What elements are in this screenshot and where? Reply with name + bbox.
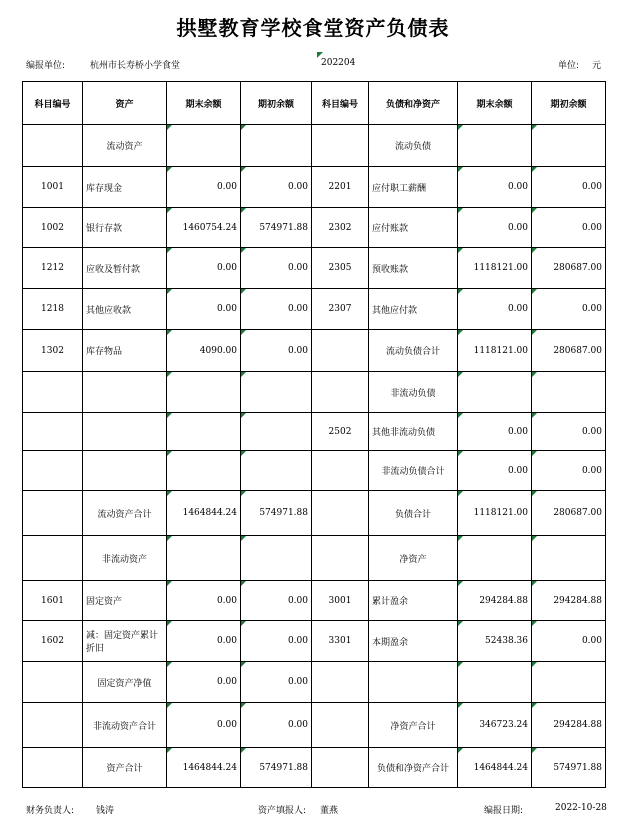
asset-begin-cell: 0.00 <box>241 167 312 208</box>
cell-flag-icon <box>532 289 537 294</box>
currency-label: 单位: <box>558 61 580 71</box>
cell-flag-icon <box>458 703 463 708</box>
cell-flag-icon <box>532 451 537 456</box>
asset-name-cell <box>83 451 167 491</box>
cell-flag-icon <box>458 748 463 753</box>
asset-begin-cell <box>241 125 312 167</box>
liab-end-cell: 0.00 <box>458 208 532 248</box>
asset-begin-cell: 0.00 <box>241 703 312 748</box>
cell-flag-icon <box>241 413 246 418</box>
cell-flag-icon <box>241 748 246 753</box>
asset-code-cell <box>23 703 83 748</box>
cell-flag-icon <box>532 748 537 753</box>
asset-code-cell <box>23 662 83 703</box>
cell-flag-icon <box>532 248 537 253</box>
asset-end-cell: 4090.00 <box>167 330 241 372</box>
asset-begin-cell: 0.00 <box>241 248 312 289</box>
liab-code-cell <box>312 372 369 413</box>
asset-begin-cell: 574971.88 <box>241 491 312 536</box>
asset-name-cell: 减：固定资产累计折旧 <box>83 621 167 662</box>
cell-flag-icon <box>167 621 172 626</box>
asset-name-cell: 非流动资产 <box>83 536 167 581</box>
date-value: 2022-10-28 <box>555 803 607 813</box>
cell-flag-icon <box>167 662 172 667</box>
header-asset-begin: 期初余额 <box>241 82 312 125</box>
cell-flag-icon <box>167 167 172 172</box>
header-asset-end: 期末余额 <box>167 82 241 125</box>
cell-flag-icon <box>458 451 463 456</box>
header-row <box>23 82 606 125</box>
cell-flag-icon <box>241 703 246 708</box>
cell-flag-icon <box>167 330 172 335</box>
asset-code-cell: 1002 <box>23 208 83 248</box>
date-label: 编报日期: <box>484 806 524 816</box>
asset-name-cell <box>83 372 167 413</box>
table-row <box>23 703 606 748</box>
liab-begin-cell: 0.00 <box>532 413 606 451</box>
liab-code-cell <box>312 451 369 491</box>
finance-value: 钱涛 <box>96 806 115 816</box>
table-row <box>23 167 606 208</box>
asset-code-cell: 1602 <box>23 621 83 662</box>
cell-flag-icon <box>241 662 246 667</box>
asset-end-cell: 0.00 <box>167 248 241 289</box>
cell-flag-icon <box>167 581 172 586</box>
liab-begin-cell: 0.00 <box>532 621 606 662</box>
header-liab-begin: 期初余额 <box>532 82 606 125</box>
liab-code-cell: 2302 <box>312 208 369 248</box>
asset-end-cell <box>167 451 241 491</box>
asset-code-cell: 1601 <box>23 581 83 621</box>
liab-begin-cell <box>532 536 606 581</box>
liab-begin-cell: 294284.88 <box>532 581 606 621</box>
table-row <box>23 491 606 536</box>
cell-flag-icon <box>532 413 537 418</box>
liab-end-cell: 0.00 <box>458 413 532 451</box>
asset-begin-cell: 574971.88 <box>241 208 312 248</box>
cell-flag-icon <box>167 703 172 708</box>
liab-end-cell <box>458 372 532 413</box>
asset-end-cell: 0.00 <box>167 581 241 621</box>
liab-end-cell <box>458 536 532 581</box>
balance-sheet-table <box>22 81 606 788</box>
cell-flag-icon <box>241 621 246 626</box>
header-liab: 负债和净资产 <box>369 82 458 125</box>
cell-flag-icon <box>458 413 463 418</box>
asset-end-cell: 0.00 <box>167 167 241 208</box>
asset-code-cell <box>23 125 83 167</box>
asset-name-cell: 非流动资产合计 <box>83 703 167 748</box>
asset-begin-cell <box>241 372 312 413</box>
table-row <box>23 125 606 167</box>
asset-begin-cell <box>241 413 312 451</box>
liab-end-cell: 294284.88 <box>458 581 532 621</box>
asset-end-cell: 0.00 <box>167 289 241 330</box>
liab-begin-cell <box>532 125 606 167</box>
cell-flag-icon <box>167 536 172 541</box>
liab-end-cell <box>458 662 532 703</box>
finance-label: 财务负责人: <box>26 806 75 816</box>
liab-name-cell: 应付职工薪酬 <box>369 167 458 208</box>
liab-name-cell: 应付账款 <box>369 208 458 248</box>
liab-begin-cell: 0.00 <box>532 289 606 330</box>
cell-flag-icon <box>532 621 537 626</box>
cell-flag-icon <box>458 621 463 626</box>
asset-name-cell: 库存现金 <box>83 167 167 208</box>
table-row <box>23 289 606 330</box>
asset-begin-cell: 0.00 <box>241 330 312 372</box>
asset-name-cell: 固定资产 <box>83 581 167 621</box>
liab-code-cell: 3001 <box>312 581 369 621</box>
liab-begin-cell: 280687.00 <box>532 491 606 536</box>
asset-end-cell: 1460754.24 <box>167 208 241 248</box>
liab-code-cell: 2307 <box>312 289 369 330</box>
liab-code-cell <box>312 662 369 703</box>
asset-begin-cell <box>241 536 312 581</box>
liab-begin-cell: 0.00 <box>532 451 606 491</box>
cell-flag-icon <box>241 125 246 130</box>
liab-end-cell: 1118121.00 <box>458 248 532 289</box>
liab-end-cell: 1118121.00 <box>458 491 532 536</box>
cell-flag-icon <box>167 413 172 418</box>
cell-flag-icon <box>241 330 246 335</box>
liab-code-cell: 2502 <box>312 413 369 451</box>
table-row <box>23 248 606 289</box>
liab-code-cell <box>312 748 369 788</box>
cell-flag-icon <box>458 125 463 130</box>
table-row <box>23 581 606 621</box>
table-row <box>23 748 606 788</box>
asset-begin-cell: 0.00 <box>241 581 312 621</box>
liab-begin-cell: 280687.00 <box>532 248 606 289</box>
table-row <box>23 662 606 703</box>
cell-flag-icon <box>458 330 463 335</box>
liab-name-cell: 累计盈余 <box>369 581 458 621</box>
cell-flag-icon <box>532 491 537 496</box>
cell-flag-icon <box>167 208 172 213</box>
cell-flag-icon <box>167 248 172 253</box>
liab-name-cell: 其他应付款 <box>369 289 458 330</box>
cell-flag-icon <box>458 289 463 294</box>
liab-name-cell: 负债合计 <box>369 491 458 536</box>
liab-begin-cell: 0.00 <box>532 208 606 248</box>
liab-end-cell: 0.00 <box>458 289 532 330</box>
asset-name-cell: 流动资产 <box>83 125 167 167</box>
asset-code-cell: 1212 <box>23 248 83 289</box>
liab-end-cell: 0.00 <box>458 167 532 208</box>
liab-begin-cell: 294284.88 <box>532 703 606 748</box>
liab-name-cell: 流动负债 <box>369 125 458 167</box>
asset-end-cell <box>167 413 241 451</box>
asset-name-cell: 固定资产净值 <box>83 662 167 703</box>
currency-value: 元 <box>592 61 602 71</box>
liab-name-cell: 净资产 <box>369 536 458 581</box>
asset-end-cell: 0.00 <box>167 662 241 703</box>
asset-code-cell <box>23 451 83 491</box>
liab-name-cell: 流动负债合计 <box>369 330 458 372</box>
liab-begin-cell: 574971.88 <box>532 748 606 788</box>
asset-name-cell: 应收及暂付款 <box>83 248 167 289</box>
asset-name-cell: 其他应收款 <box>83 289 167 330</box>
filler-label: 资产填报人: <box>258 806 307 816</box>
cell-flag-icon <box>241 491 246 496</box>
header-asset-code: 科目编号 <box>23 82 83 125</box>
liab-end-cell: 0.00 <box>458 451 532 491</box>
asset-name-cell: 流动资产合计 <box>83 491 167 536</box>
liab-name-cell: 非流动负债合计 <box>369 451 458 491</box>
asset-code-cell <box>23 748 83 788</box>
cell-flag-icon <box>241 372 246 377</box>
asset-begin-cell: 0.00 <box>241 662 312 703</box>
liab-name-cell: 非流动负债 <box>369 372 458 413</box>
asset-begin-cell: 0.00 <box>241 289 312 330</box>
unit-label: 编报单位: <box>26 61 66 71</box>
cell-flag-icon <box>167 748 172 753</box>
asset-end-cell <box>167 125 241 167</box>
liab-end-cell: 52438.36 <box>458 621 532 662</box>
cell-flag-icon <box>241 167 246 172</box>
cell-flag-icon <box>167 372 172 377</box>
liab-code-cell: 2201 <box>312 167 369 208</box>
table-row <box>23 372 606 413</box>
asset-code-cell <box>23 491 83 536</box>
cell-flag-icon <box>458 491 463 496</box>
asset-end-cell: 1464844.24 <box>167 491 241 536</box>
header-liab-end: 期末余额 <box>458 82 532 125</box>
liab-end-cell <box>458 125 532 167</box>
cell-flag-icon <box>532 125 537 130</box>
liab-name-cell: 本期盈余 <box>369 621 458 662</box>
cell-flag-icon <box>241 581 246 586</box>
liab-code-cell <box>312 703 369 748</box>
liab-end-cell: 1118121.00 <box>458 330 532 372</box>
table-row <box>23 536 606 581</box>
asset-begin-cell: 0.00 <box>241 621 312 662</box>
liab-name-cell <box>369 662 458 703</box>
asset-end-cell: 0.00 <box>167 621 241 662</box>
cell-flag-icon <box>532 330 537 335</box>
liab-end-cell: 1464844.24 <box>458 748 532 788</box>
cell-flag-icon <box>167 491 172 496</box>
cell-flag-icon <box>458 536 463 541</box>
cell-flag-icon <box>458 662 463 667</box>
report-title: 拱墅教育学校食堂资产负债表 <box>176 16 450 40</box>
table-row <box>23 330 606 372</box>
liab-code-cell: 3301 <box>312 621 369 662</box>
liab-code-cell <box>312 536 369 581</box>
asset-code-cell: 1001 <box>23 167 83 208</box>
cell-flag-icon <box>458 581 463 586</box>
cell-flag-icon <box>241 208 246 213</box>
cell-flag-icon <box>532 167 537 172</box>
header-liab-code: 科目编号 <box>312 82 369 125</box>
table-row <box>23 208 606 248</box>
cell-flag-icon <box>241 248 246 253</box>
liab-begin-cell: 280687.00 <box>532 330 606 372</box>
cell-flag-icon <box>532 662 537 667</box>
liab-name-cell: 负债和净资产合计 <box>369 748 458 788</box>
header-asset: 资产 <box>83 82 167 125</box>
liab-begin-cell <box>532 372 606 413</box>
liab-code-cell: 2305 <box>312 248 369 289</box>
asset-end-cell <box>167 536 241 581</box>
cell-flag-icon <box>532 703 537 708</box>
liab-name-cell: 其他非流动负债 <box>369 413 458 451</box>
asset-end-cell <box>167 372 241 413</box>
liab-code-cell <box>312 330 369 372</box>
cell-flag-icon <box>458 167 463 172</box>
table-row <box>23 621 606 662</box>
liab-name-cell: 净资产合计 <box>369 703 458 748</box>
asset-name-cell <box>83 413 167 451</box>
cell-flag-icon <box>532 208 537 213</box>
cell-flag-icon <box>458 372 463 377</box>
cell-flag-icon <box>458 248 463 253</box>
filler-value: 董燕 <box>320 806 339 816</box>
asset-begin-cell: 574971.88 <box>241 748 312 788</box>
asset-code-cell: 1302 <box>23 330 83 372</box>
asset-name-cell: 银行存款 <box>83 208 167 248</box>
asset-code-cell <box>23 536 83 581</box>
cell-flag-icon <box>532 536 537 541</box>
cell-flag-icon <box>241 536 246 541</box>
liab-name-cell: 预收账款 <box>369 248 458 289</box>
asset-code-cell <box>23 413 83 451</box>
asset-code-cell: 1218 <box>23 289 83 330</box>
cell-flag-icon <box>167 125 172 130</box>
cell-flag-icon <box>167 451 172 456</box>
liab-begin-cell <box>532 662 606 703</box>
asset-code-cell <box>23 372 83 413</box>
unit-value: 杭州市长寿桥小学食堂 <box>90 61 181 71</box>
cell-flag-icon <box>458 208 463 213</box>
period-value: 202204 <box>321 58 356 68</box>
liab-end-cell: 346723.24 <box>458 703 532 748</box>
asset-end-cell: 0.00 <box>167 703 241 748</box>
asset-name-cell: 库存物品 <box>83 330 167 372</box>
liab-begin-cell: 0.00 <box>532 167 606 208</box>
liab-code-cell <box>312 491 369 536</box>
cell-flag-icon <box>241 451 246 456</box>
cell-flag-icon <box>167 289 172 294</box>
asset-end-cell: 1464844.24 <box>167 748 241 788</box>
cell-flag-icon <box>532 372 537 377</box>
table-row <box>23 451 606 491</box>
liab-code-cell <box>312 125 369 167</box>
table-row <box>23 413 606 451</box>
asset-begin-cell <box>241 451 312 491</box>
asset-name-cell: 资产合计 <box>83 748 167 788</box>
cell-flag-icon <box>532 581 537 586</box>
cell-flag-icon <box>241 289 246 294</box>
